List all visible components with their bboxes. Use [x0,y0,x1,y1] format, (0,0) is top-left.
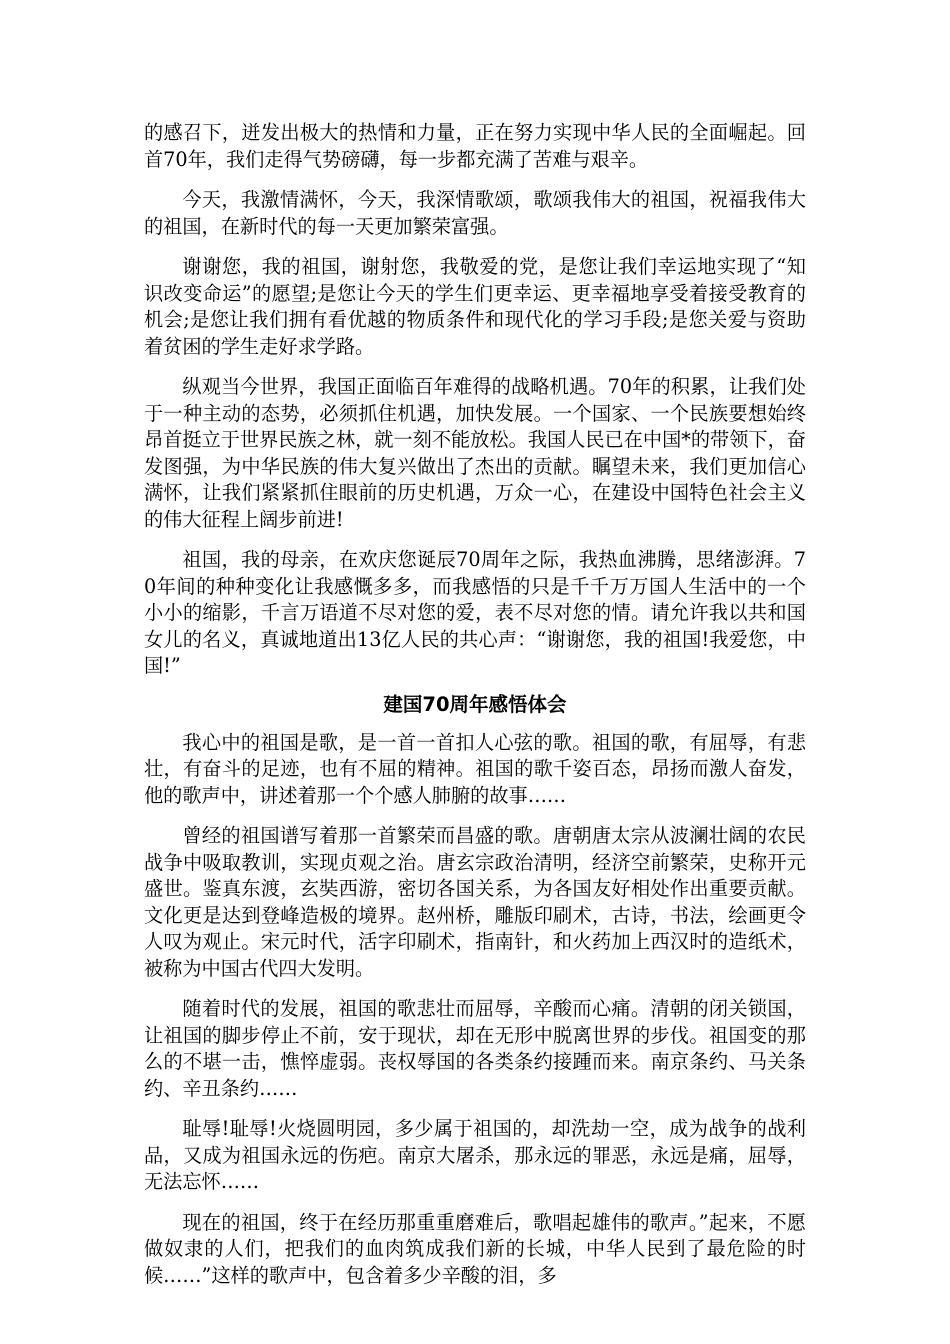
paragraph-continuation: 的感召下，迸发出极大的热情和力量，正在努力实现中华人民的全面崛起。回首70年，我们走得气势磅礴，每一步都充满了苦难与艰辛。 [144,121,806,171]
paragraph-present: 现在的祖国，终于在经历那重重磨难后，歌唱起雄伟的歌声。”起来，不愿做奴隶的人们，把我们的血肉筑成我们新的长城，中华人民到了最危险的时候……”这样的歌声中，包含着多少辛酸的泪，多 [144,1210,806,1287]
paragraph-prosperity: 曾经的祖国谱写着那一首繁荣而昌盛的歌。唐朝唐太宗从波澜壮阔的农民战争中吸取教训，实现贞观之治。唐玄宗政治清明，经济空前繁荣，史称开元盛世。鉴真东渡，玄奘西游，密切各国关系，为各国友好相处作出重要贡献。文化更是达到登峰造极的境界。赵州桥，雕版印刷术，古诗，书法，绘画更令人叹为观止。宋元时代，活字印刷术，指南针，和火药加上西汉时的造纸术，被称为中国古代四大发明。 [144,824,806,980]
paragraph-humiliation: 随着时代的发展，祖国的歌悲壮而屈辱，辛酸而心痛。清朝的闭关锁国，让祖国的脚步停止不前，安于现状，却在无形中脱离世界的步伐。祖国变的那么的不堪一击，憔悴虚弱。丧权辱国的各类条约接踵而来。南京条约、马关条约、辛丑条约…… [144,997,806,1100]
paragraph-song: 我心中的祖国是歌，是一首一首扣人心弦的歌。祖国的歌，有屈辱，有悲壮，有奋斗的足迹，也有不屈的精神。祖国的歌千姿百态，昂扬而激人奋发，他的歌声中，讲述着那一个个感人肺腑的故事…… [144,730,806,807]
paragraph-opportunity: 纵观当今世界，我国正面临百年难得的战略机遇。70年的积累，让我们处于一种主动的态势，必须抓住机遇，加快发展。一个国家、一个民族要想始终昂首挺立于世界民族之林，就一刻不能放松。我国人民已在中国*的带领下，奋发图强，为中华民族的伟大复兴做出了杰出的贡献。瞩望未来，我们更加信心满怀，让我们紧紧抓住眼前的历史机遇，万众一心，在建设中国特色社会主义的伟大征程上阔步前进! [144,375,806,531]
section-heading: 建国70周年感悟体会 [383,692,567,716]
paragraph-praise: 今天，我激情满怀，今天，我深情歌颂，歌颂我伟大的祖国，祝福我伟大的祖国，在新时代的每一天更加繁荣富强。 [144,188,806,238]
paragraph-motherland: 祖国，我的母亲，在欢庆您诞辰70周年之际，我热血沸腾，思绪澎湃。70年间的种种变化让我感慨多多，而我感悟的只是千千万万国人生活中的一个小小的缩影，千言万语道不尽对您的爱，表不尽对您的情。请允许我以共和国女儿的名义，真诚地道出13亿人民的共心声：“谢谢您，我的祖国!我爱您，中国!” [144,548,806,677]
paragraph-shame: 耻辱!耻辱!火烧圆明园，多少属于祖国的，却洗劫一空，成为战争的战利品，又成为祖国永远的伤疤。南京大屠杀，那永远的罪恶，永远是痛，屈辱，无法忘怀…… [144,1117,806,1193]
paragraph-thanks: 谢谢您，我的祖国，谢射您，我敬爱的党，是您让我们幸运地实现了“知识改变命运”的愿望;是您让今天的学生们更幸运、更幸福地享受着接受教育的机会;是您让我们拥有看优越的物质条件和现代化的学习手段;是您关爱与资助着贫困的学生走好求学路。 [144,255,806,358]
document-page [144,120,806,1303]
